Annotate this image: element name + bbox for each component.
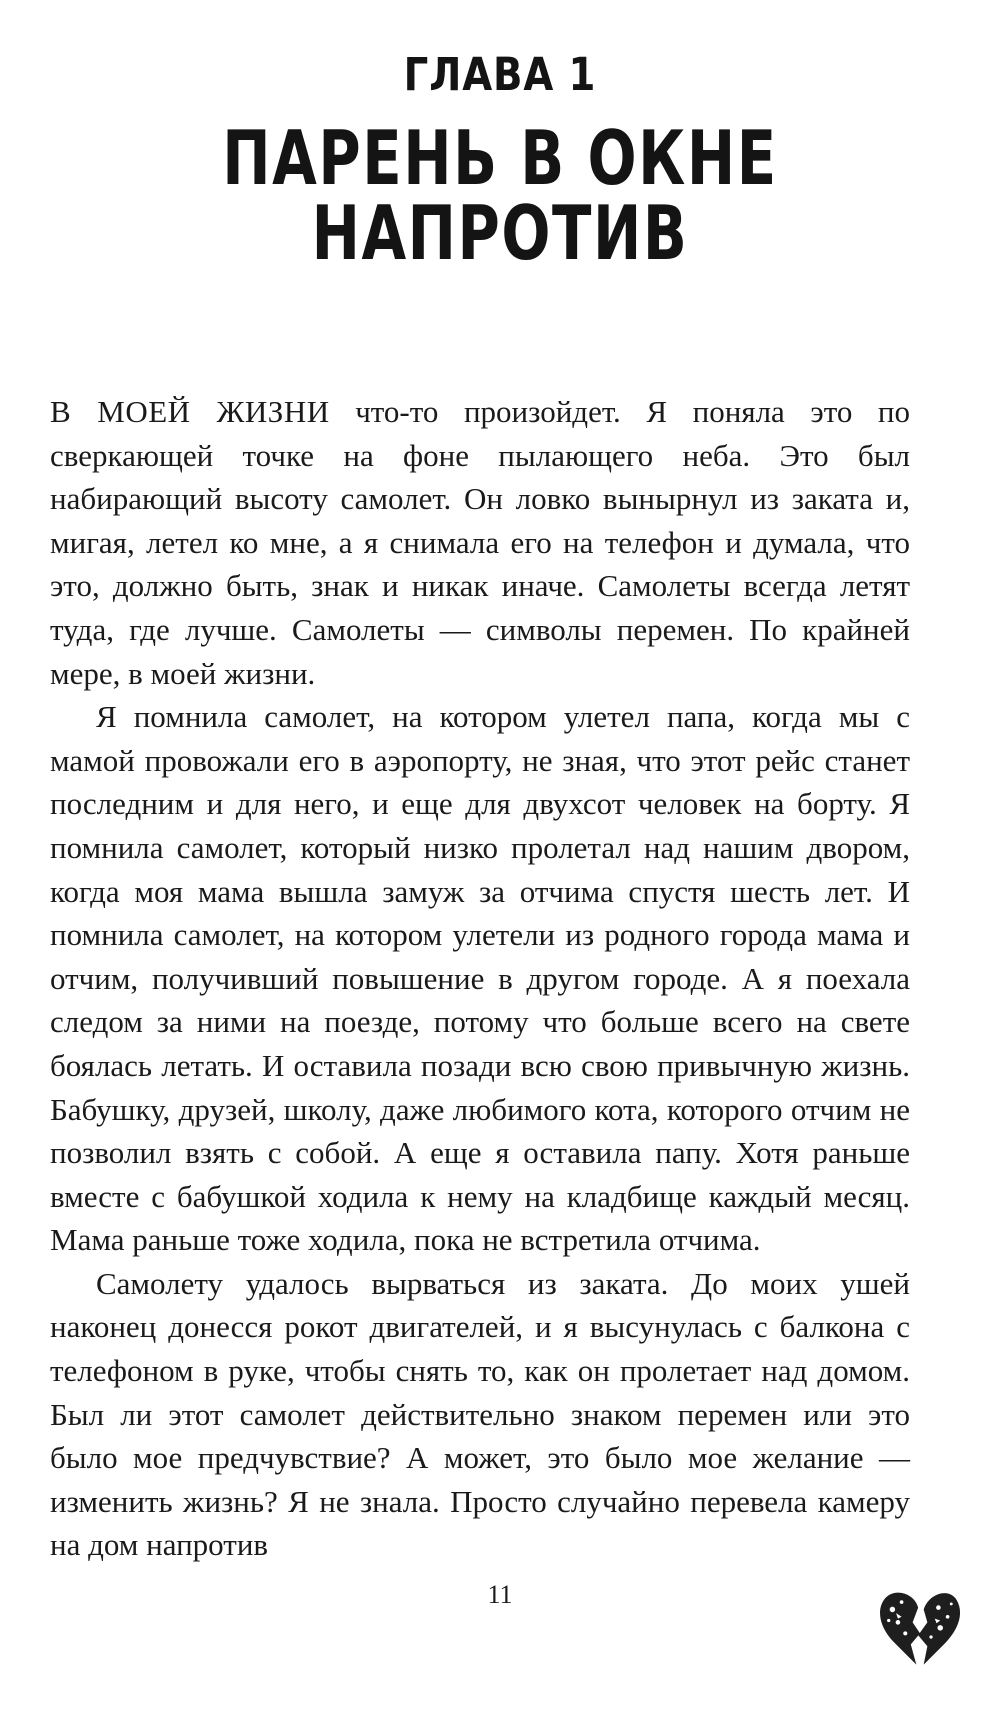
page-number: 11 (487, 1580, 513, 1609)
paragraph-1-text: что-то произойдет. Я поняла это по сверкающей точке на фоне пылающего неба. Это был набирающий высоту самолет. Он ловко вынырнул из заката и, мигая, летел ко мне, а я снимала его на телефон и думала, что это, должно быть, знак и никак иначе. Самолеты всегда летят туда, где лучше. Самолеты — символы перемен. По крайней мере, в моей жизни. (50, 394, 911, 691)
chapter-body (50, 390, 910, 1567)
broken-heart-icon (874, 1580, 966, 1672)
chapter-title: ПАРЕНЬ В ОКНЕ НАПРОТИВ (222, 114, 778, 277)
paragraph-3: Самолету удалось вырваться из заката. До моих ушей наконец донесся рокот двигателей, и я высунулась с балкона с телефоном в руке, чтобы снять то, как он пролетает над домом. Был ли этот самолет действительно знаком перемен или это было мое предчувствие? А может, это было мое желание — изменить жизнь? Я не знала. Просто случайно перевела камеру на дом напротив (50, 1265, 910, 1563)
paragraph-1 (50, 390, 910, 695)
chapter-label: ГЛАВА 1 (403, 48, 597, 101)
paragraph-1-lead: В МОЕЙ ЖИЗНИ (50, 394, 330, 429)
paragraph-2: Я помнила самолет, на котором улетел папа, когда мы с мамой провожали его в аэропорту, не зная, что этот рейс станет последним и для него, и еще для двухсот человек на борту. Я помнила самолет, который низко пролетал над нашим двором, когда моя мама вышла замуж за отчима спустя шесть лет. И помнила самолет, на котором улетели из родного города мама и отчим, получивший повышение в другом городе. А я поехала следом за ними на поезде, потому что больше всего на свете боялась летать. И оставила позади всю свою привычную жизнь. Бабушку, друзей, школу, даже любимого кота, которого отчим не позволил взять с собой. А еще я оставила папу. Хотя раньше вместе с бабушкой ходила к нему на кладбище каждый месяц. Мама раньше тоже ходила, пока не встретила отчима. (50, 699, 910, 1258)
